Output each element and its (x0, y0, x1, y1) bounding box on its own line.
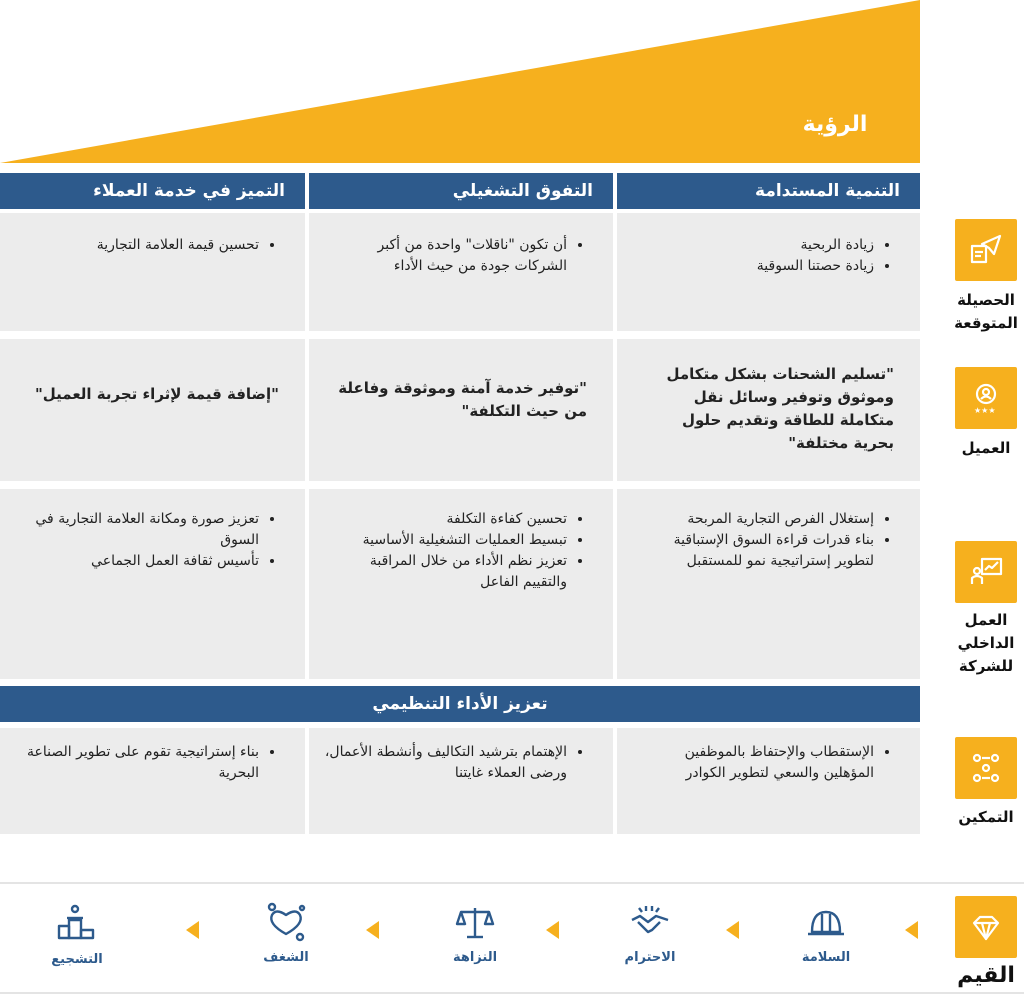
list-item: • زيادة الربحية (631, 235, 874, 256)
team-cycle-icon (955, 737, 1017, 799)
column-header-sustainable: التنمية المستدامة (617, 173, 920, 209)
outcome-cell-3 (0, 213, 305, 331)
send-document-icon (955, 219, 1017, 281)
customer-star-icon (955, 367, 1017, 429)
arrow-left-icon (726, 921, 739, 939)
diamond-icon (955, 896, 1017, 958)
list-item: • إستغلال الفرص التجارية المربحة (631, 509, 874, 530)
value-encouragement (22, 904, 132, 967)
value-label: الاحترام (624, 950, 676, 965)
column-header-operational: التفوق التشغيلي (309, 173, 613, 209)
side-label-values: القيم (957, 963, 1015, 988)
side-label-enablement: التمكين (958, 808, 1014, 826)
side-label-internal: العمل الداخلي للشركة (957, 611, 1015, 675)
column-header-customer-excellence: التميز في خدمة العملاء (0, 173, 305, 209)
handshake-icon (628, 904, 672, 942)
arrow-left-icon (905, 921, 918, 939)
list-item: • تحسين كفاءة التكلفة (323, 509, 567, 530)
list-item: • أن تكون "ناقلات" واحدة من أكبر الشركات جودة من حيث الأداء (323, 235, 567, 277)
presentation-icon (955, 541, 1017, 603)
list-item: • تبسيط العمليات التشغيلية الأساسية (323, 530, 567, 551)
list-item: • الإهتمام بترشيد التكاليف وأنشطة الأعمال، ورضى العملاء غايتنا (323, 742, 567, 784)
side-label-outcome: الحصيلة المتوقعة (954, 291, 1018, 332)
list-item: • تأسيس ثقافة العمل الجماعي (14, 551, 259, 572)
svg-text:★★★: ★★★ (974, 406, 996, 415)
enablement-cell-1 (617, 728, 920, 834)
list-item: • تحسين قيمة العلامة التجارية (14, 235, 259, 256)
helmet-icon (804, 904, 848, 942)
scales-icon (453, 904, 497, 942)
list-item: • بناء قدرات قراءة السوق الإستباقية لتطوير إستراتيجية نمو للمستقبل (631, 530, 874, 572)
value-respect (595, 904, 705, 965)
list-item: • تعزيز نظم الأداء من خلال المراقبة والتقييم الفاعل (323, 551, 567, 593)
value-label: السلامة (801, 950, 851, 965)
enablement-cell-2 (309, 728, 613, 834)
enablement-cell-3 (0, 728, 305, 834)
side-label-customer: العميل (961, 439, 1011, 457)
internal-cell-1 (617, 489, 920, 679)
outcome-cell-2 (309, 213, 613, 331)
list-item: • الإستقطاب والإحتفاظ بالموظفين المؤهلين والسعي لتطوير الكوادر (631, 742, 874, 784)
arrow-left-icon (366, 921, 379, 939)
outcome-cell-1 (617, 213, 920, 331)
value-integrity (420, 904, 530, 965)
organizational-performance-banner: تعزيز الأداء التنظيمي (0, 686, 920, 722)
customer-cell-2: "توفير خدمة آمنة وموثوقة وفاعلة من حيث التكلفة" (309, 339, 613, 481)
value-label: النزاهة (452, 950, 498, 965)
heart-icon (262, 902, 310, 942)
arrow-left-icon (546, 921, 559, 939)
list-item: • تعزيز صورة ومكانة العلامة التجارية في السوق (14, 509, 259, 551)
list-item: • زيادة حصتنا السوقية (631, 256, 874, 277)
arrow-left-icon (186, 921, 199, 939)
value-safety (771, 904, 881, 965)
customer-cell-3: "إضافة قيمة لإثراء تجربة العميل" (0, 339, 305, 481)
podium-icon (53, 904, 101, 944)
value-label: التشجيع (51, 952, 103, 967)
value-label: الشغف (263, 950, 309, 965)
value-passion (231, 902, 341, 965)
internal-cell-3 (0, 489, 305, 679)
list-item: • بناء إستراتيجية تقوم على تطوير الصناعة البحرية (14, 742, 259, 784)
vision-label: الرؤية (802, 112, 868, 137)
vision-triangle (0, 0, 920, 165)
customer-cell-1: "تسليم الشحنات بشكل متكامل وموثوق وتوفير وسائل نقل متكاملة للطاقة وتقديم حلول بحرية مختلفة" (617, 339, 920, 481)
internal-cell-2 (309, 489, 613, 679)
